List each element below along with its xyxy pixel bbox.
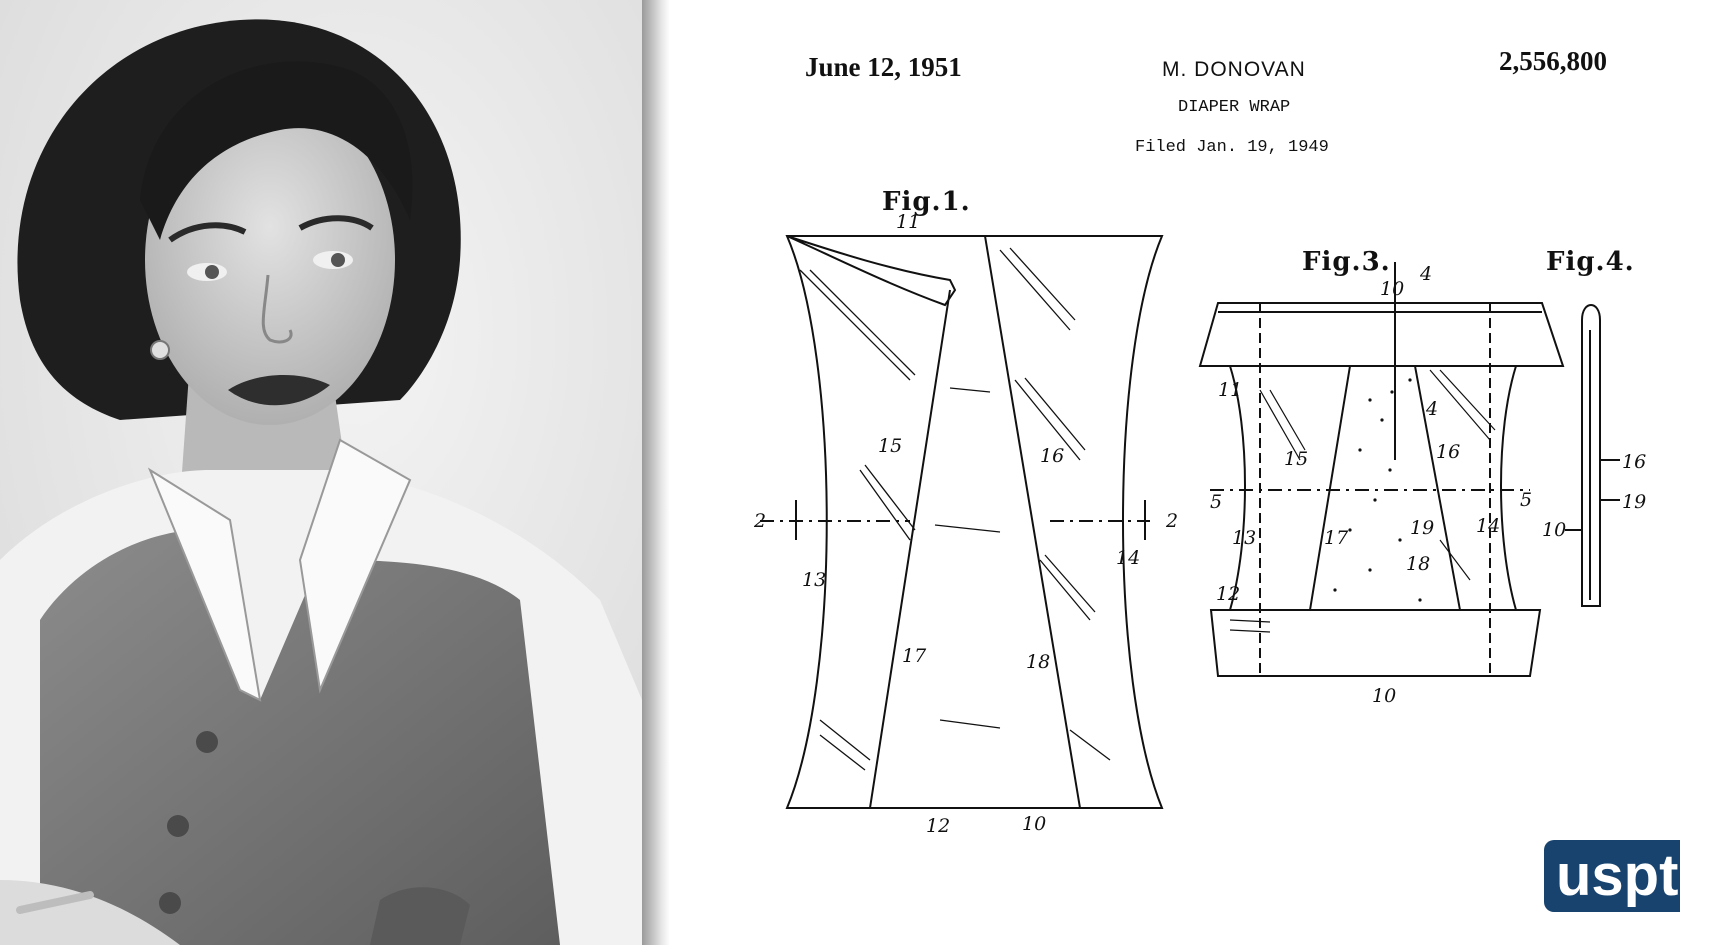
fig3-ref: 18 [1406, 553, 1431, 575]
fig1-ref: 18 [1026, 651, 1051, 673]
patent-drawings [670, 0, 1680, 945]
fig4-ref: 16 [1622, 451, 1647, 473]
fig3-body [1230, 366, 1516, 610]
fig3-ref: 4 [1426, 398, 1439, 420]
fig1-ref: 11 [896, 211, 921, 233]
fig3-ref: 12 [1216, 583, 1241, 605]
fig3-ref: 16 [1436, 441, 1461, 463]
patent-date: June 12, 1951 [805, 52, 962, 82]
fig4-ref: 10 [1542, 519, 1567, 541]
fig1-ref: 13 [802, 569, 827, 591]
fig3-ref: 5 [1520, 489, 1533, 511]
fig4-label: Fig.4. [1546, 247, 1635, 277]
fig3-ref: 5 [1210, 491, 1223, 513]
uspto-logo [1544, 840, 1714, 912]
fig1-ref: 15 [878, 435, 903, 457]
fig3-label: Fig.3. [1302, 247, 1391, 277]
portrait-photo [0, 0, 642, 945]
fig1-ref: 2 [754, 510, 767, 532]
patent-sheet [670, 0, 1680, 945]
fig3-ref: 10 [1372, 685, 1397, 707]
uspto-logo-text: uspto [1556, 843, 1714, 908]
fig3-ref: 13 [1232, 527, 1257, 549]
patent-title: DIAPER WRAP [1178, 98, 1291, 117]
fig4-ref: 19 [1622, 491, 1647, 513]
fig3-ref: 4 [1420, 263, 1433, 285]
patent-filed-date: Filed Jan. 19, 1949 [1135, 138, 1329, 157]
fig1-ref: 10 [1022, 813, 1047, 835]
fig1-label: Fig.1. [882, 187, 971, 217]
portrait-illustration [0, 0, 642, 945]
fig1-fold [787, 236, 955, 305]
fig3-ref: 15 [1284, 448, 1309, 470]
fig3-ref: 14 [1476, 515, 1501, 537]
fig1-outline [787, 236, 1162, 808]
fig1-ref: 12 [926, 815, 951, 837]
fig3-ref: 11 [1218, 379, 1243, 401]
fig3-ref: 10 [1380, 278, 1405, 300]
fig3-ref: 17 [1324, 527, 1349, 549]
patent-number: 2,556,800 [1499, 46, 1607, 76]
patent-inventor: M. DONOVAN [1162, 58, 1306, 81]
fig1-ref: 14 [1116, 547, 1141, 569]
fig1-ref: 17 [902, 645, 927, 667]
fig1-ref: 2 [1166, 510, 1179, 532]
panel-divider [642, 0, 670, 945]
fig3-ref: 19 [1410, 517, 1435, 539]
fig1-ref: 16 [1040, 445, 1065, 467]
